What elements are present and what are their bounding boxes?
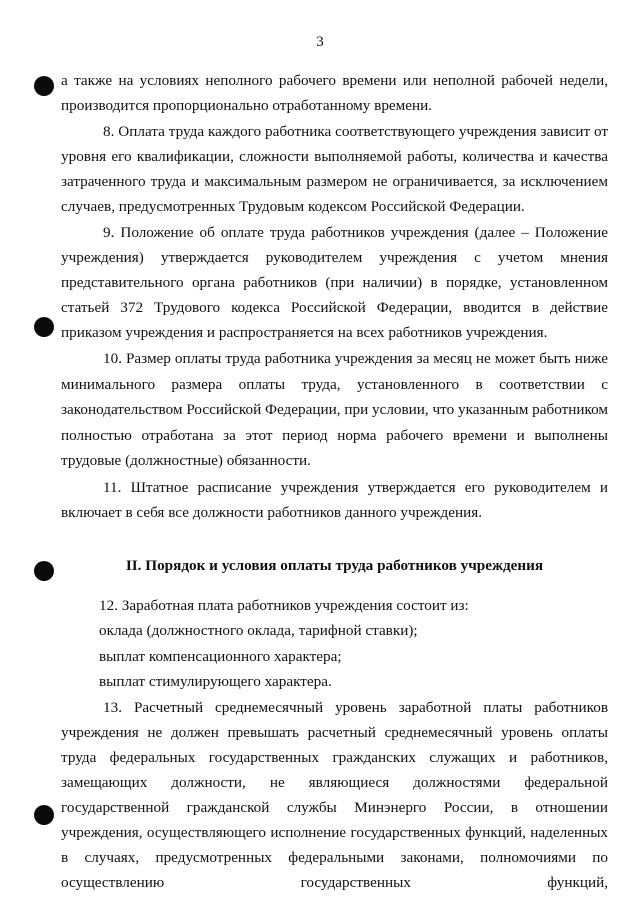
binder-hole-mark — [34, 561, 54, 581]
paragraph-13: 13. Расчетный среднемесячный уровень заработной платы работников учреждения не должен превышать расчетный среднемесячный уровень оплаты труда федеральных государственных гражданских служащих и работников, замещающих должности, не являющиеся должностями федеральной государственной гражданской службы Минэнерго России, в отношении учреждения, осуществляющего исполнение государственных функций, наделенных в случаях, предусмотренных федеральными законами, полномочиями по осуществлению государственных функций, — [61, 698, 608, 891]
paragraph-11: 11. Штатное расписание учреждения утверждается его руководителем и включает в себя все должности работников данного учреждения. — [61, 478, 608, 521]
list-item: оклада (должностного оклада, тарифной ставки); — [99, 622, 418, 640]
list-item: выплат стимулирующего характера. — [99, 673, 332, 691]
paragraph-12-intro: 12. Заработная плата работников учреждения состоит из: — [99, 596, 469, 614]
salary-components-list — [61, 618, 608, 695]
paragraph-7-continuation: а также на условиях неполного рабочего времени или неполной рабочей недели, производится пропорционально отработанному времени. — [61, 72, 608, 114]
page-number: 3 — [316, 34, 324, 50]
document-body — [61, 68, 608, 895]
list-item: выплат компенсационного характера; — [99, 647, 342, 665]
binder-hole-mark — [34, 76, 54, 96]
paragraph-9: 9. Положение об оплате труда работников учреждения (далее – Положение учреждения) утверждается руководителем учреждения с учетом мнения представительного органа работников (при наличии) в порядке, установленном статьей 372 Трудового кодекса Российской Федерации, вводится в действие приказом учреждения и распространяется на всех работников учреждения. — [61, 224, 608, 341]
section-2-heading: II. Порядок и условия оплаты труда работников учреждения — [125, 556, 544, 574]
paragraph-8: 8. Оплата труда каждого работника соответствующего учреждения зависит от уровня его квалификации, сложности выполняемой работы, количества и качества затраченного труда и максимальным размером не ограничивается, за исключением случаев, предусмотренных Трудовым кодексом Российской Федерации. — [61, 123, 608, 215]
binder-hole-mark — [34, 317, 54, 337]
paragraph-10: 10. Размер оплаты труда работника учреждения за месяц не может быть ниже минимального размера оплаты труда, установленного в соответствии с законодательством Российской Федерации, при условии, что указанным работником полностью отработана за этот период норма рабочего времени и выполнены трудовые (должностные) обязанности. — [61, 350, 608, 470]
binder-hole-mark — [34, 805, 54, 825]
